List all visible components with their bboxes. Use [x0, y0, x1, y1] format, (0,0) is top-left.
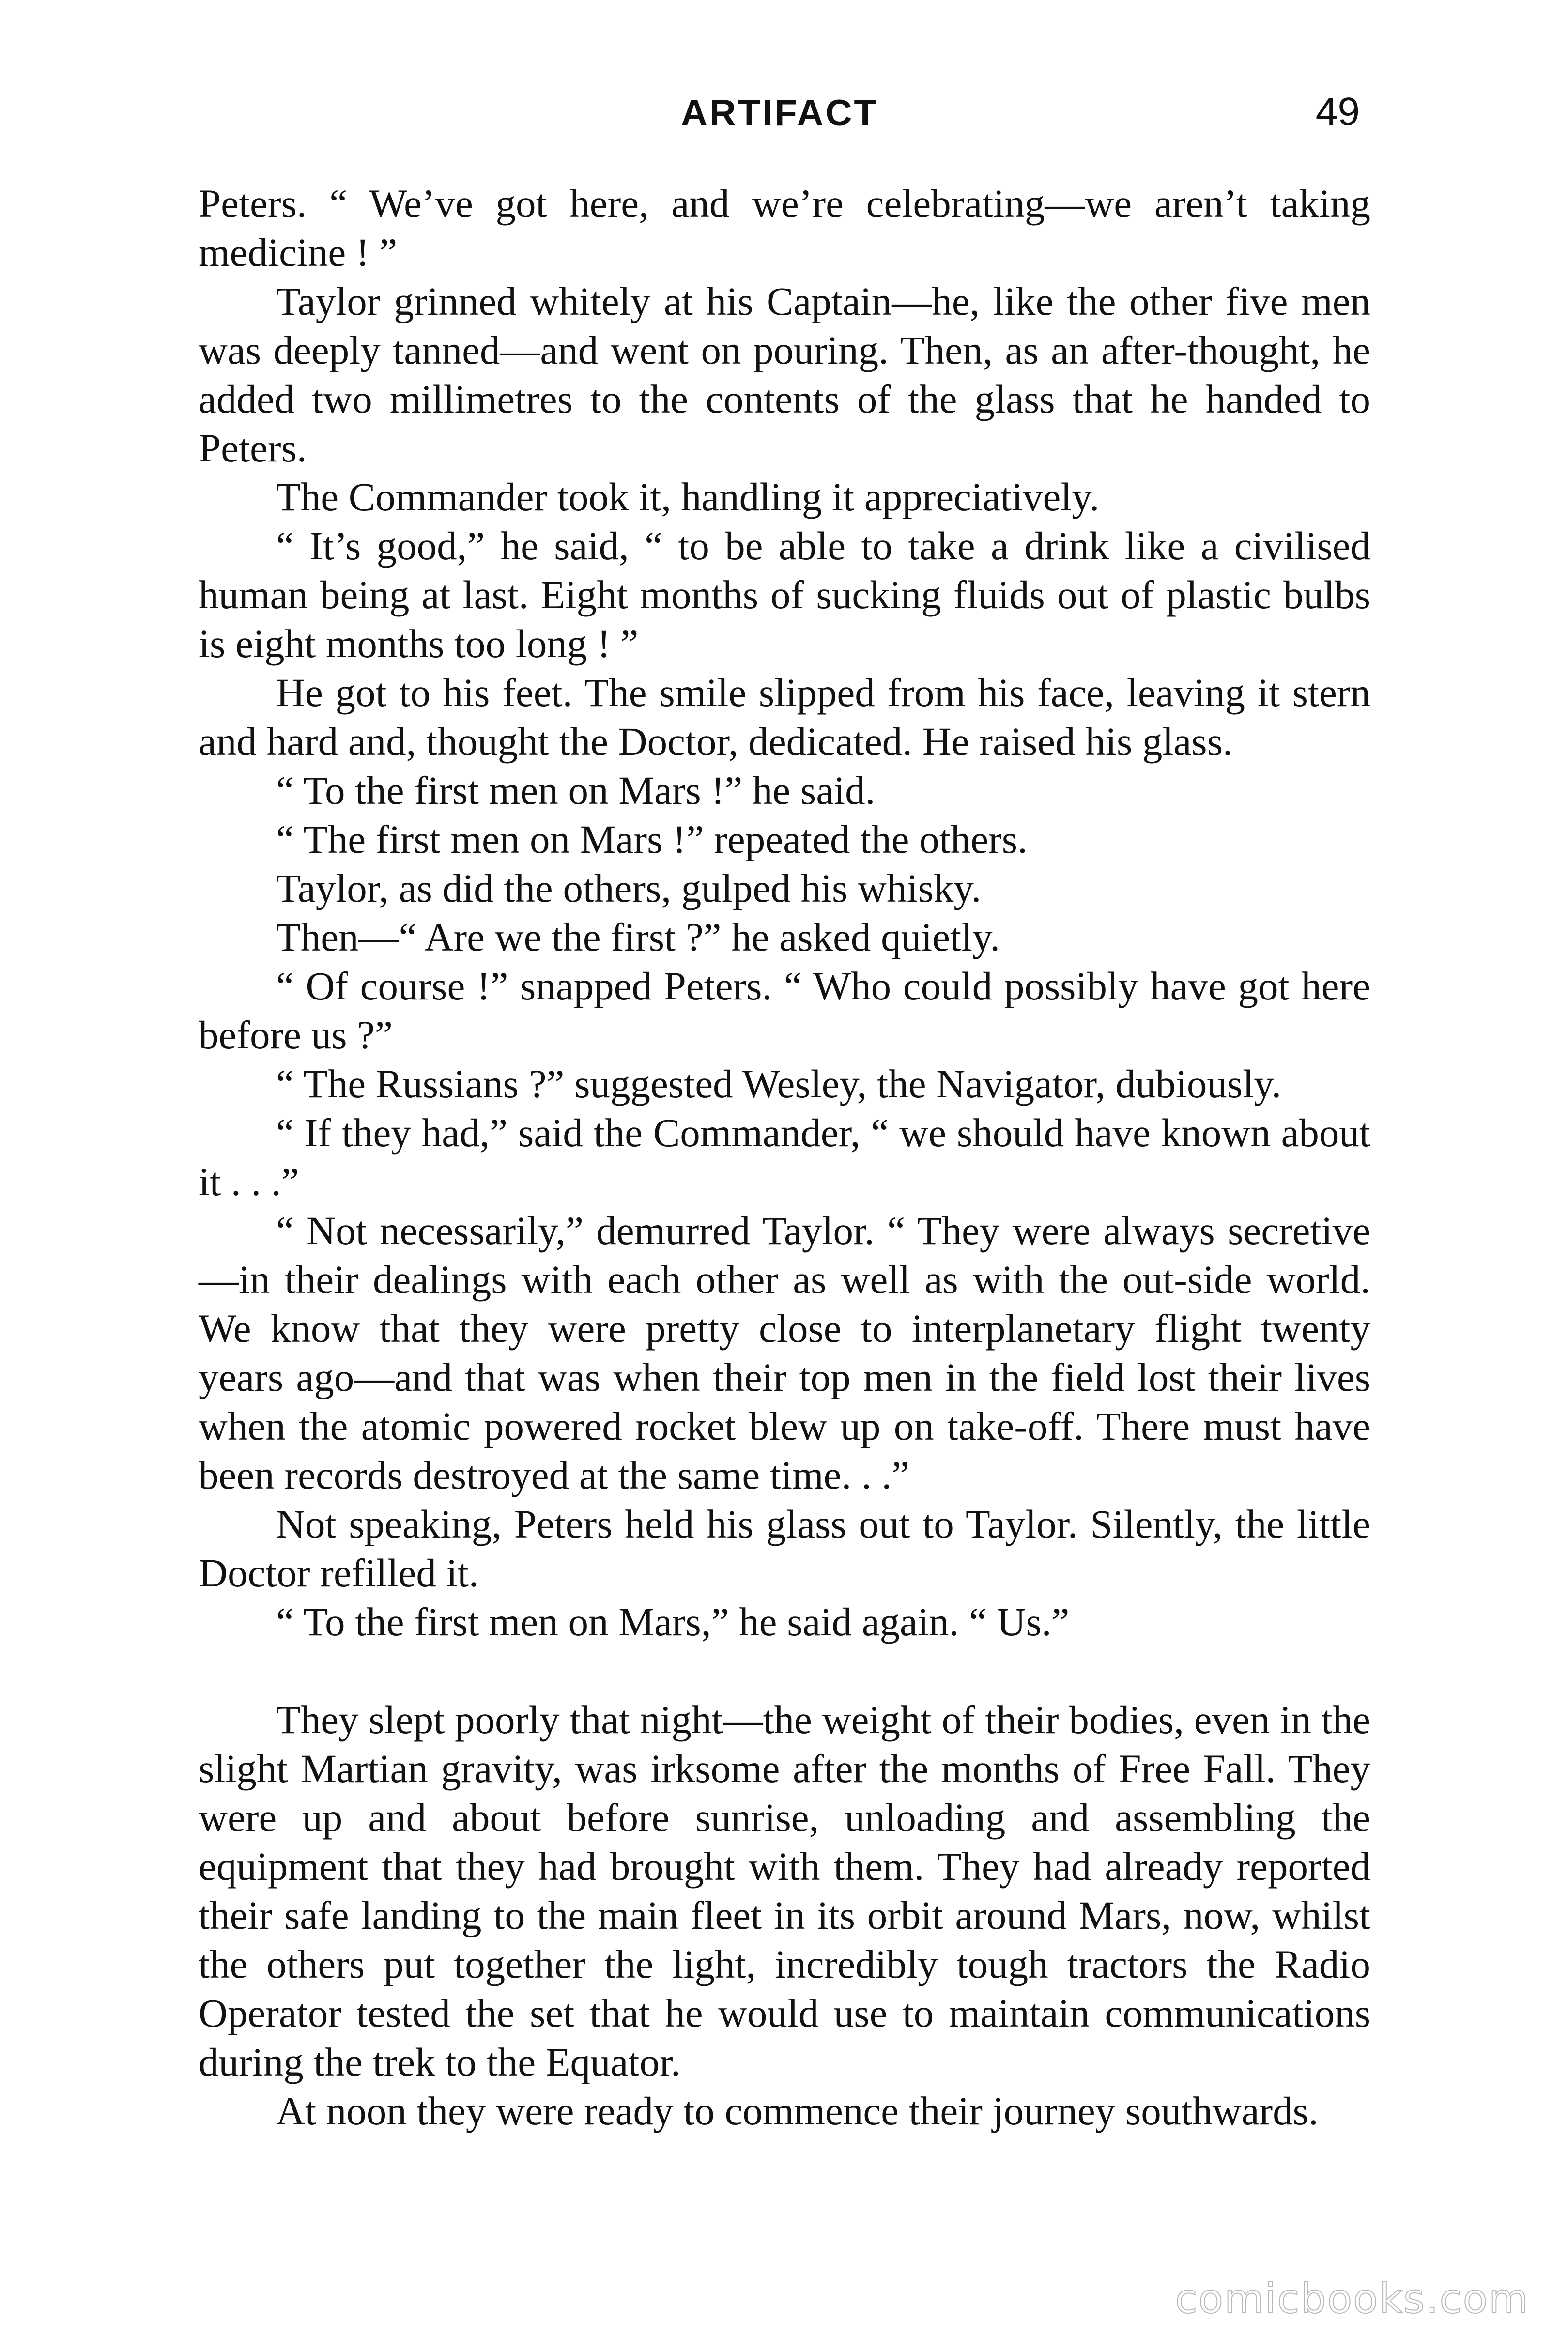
paragraph-11: “ The Russians ?” suggested Wesley, the Navigator, dubiously.: [276, 1061, 1282, 1106]
paragraph-8: Taylor, as did the others, gulped his whisky.: [276, 866, 982, 910]
paragraph-13: “ Not necessarily,” demurred Taylor. “ They were always secretive—in their dealings with each other as well as with the out-side world. We know that they were pretty close to interplanetary flight twenty years ago—and that was when their top men in the field lost their lives when the atomic powered rocket blew up on take-off. There must have been records destroyed at the same time. . .”: [199, 1208, 1370, 1497]
paragraph-4: “ It’s good,” he said, “ to be able to take a drink like a civilised human being at last. Eight months of sucking fluids out of plastic bulbs is eight months too long ! ”: [199, 523, 1370, 666]
running-title: ARTIFACT: [681, 92, 878, 134]
paragraph-6: “ To the first men on Mars !” he said.: [276, 768, 876, 813]
page-number: 49: [1315, 90, 1360, 134]
paragraph-5: He got to his feet. The smile slipped from his face, leaving it stern and hard and, thought the Doctor, dedicated. He raised his glass.: [199, 670, 1370, 764]
paragraph-2: Taylor grinned whitely at his Captain—he, like the other five men was deeply tanned—and went on pouring. Then, as an after-thought, he added two millimetres to the contents of the glass that he handed to Peters.: [199, 279, 1370, 470]
paragraph-16: They slept poorly that night—the weight of their bodies, even in the slight Martian gravity, was irksome after the months of Free Fall. They were up and about before sunrise, unloading and assembling the equipment that they had brought with them. They had already reported their safe landing to the main fleet in its orbit around Mars, now, whilst the others put together the light, incredibly tough tractors the Radio Operator tested the set that he would use to maintain communications during the trek to the Equator.: [199, 1697, 1370, 2084]
paragraph-12: “ If they had,” said the Commander, “ we should have known about it . . .”: [199, 1110, 1370, 1204]
paragraph-7: “ The first men on Mars !” repeated the others.: [276, 817, 1028, 861]
paragraph-17: At noon they were ready to commence their journey southwards.: [276, 2089, 1319, 2133]
body-text: [199, 179, 1370, 2136]
paragraph-9: Then—“ Are we the first ?” he asked quietly.: [276, 915, 1000, 959]
watermark: comicbooks.com: [1175, 2275, 1529, 2322]
paragraph-3: The Commander took it, handling it appreciatively.: [276, 475, 1100, 519]
paragraph-14: Not speaking, Peters held his glass out to Taylor. Silently, the little Doctor refilled it.: [199, 1502, 1370, 1595]
paragraph-1: Peters. “ We’ve got here, and we’re celebrating—we aren’t taking medicine ! ”: [199, 181, 1370, 275]
running-head: [0, 82, 1568, 150]
paragraph-15: “ To the first men on Mars,” he said again. “ Us.”: [276, 1599, 1070, 1644]
paragraph-10: “ Of course !” snapped Peters. “ Who could possibly have got here before us ?”: [199, 964, 1370, 1057]
